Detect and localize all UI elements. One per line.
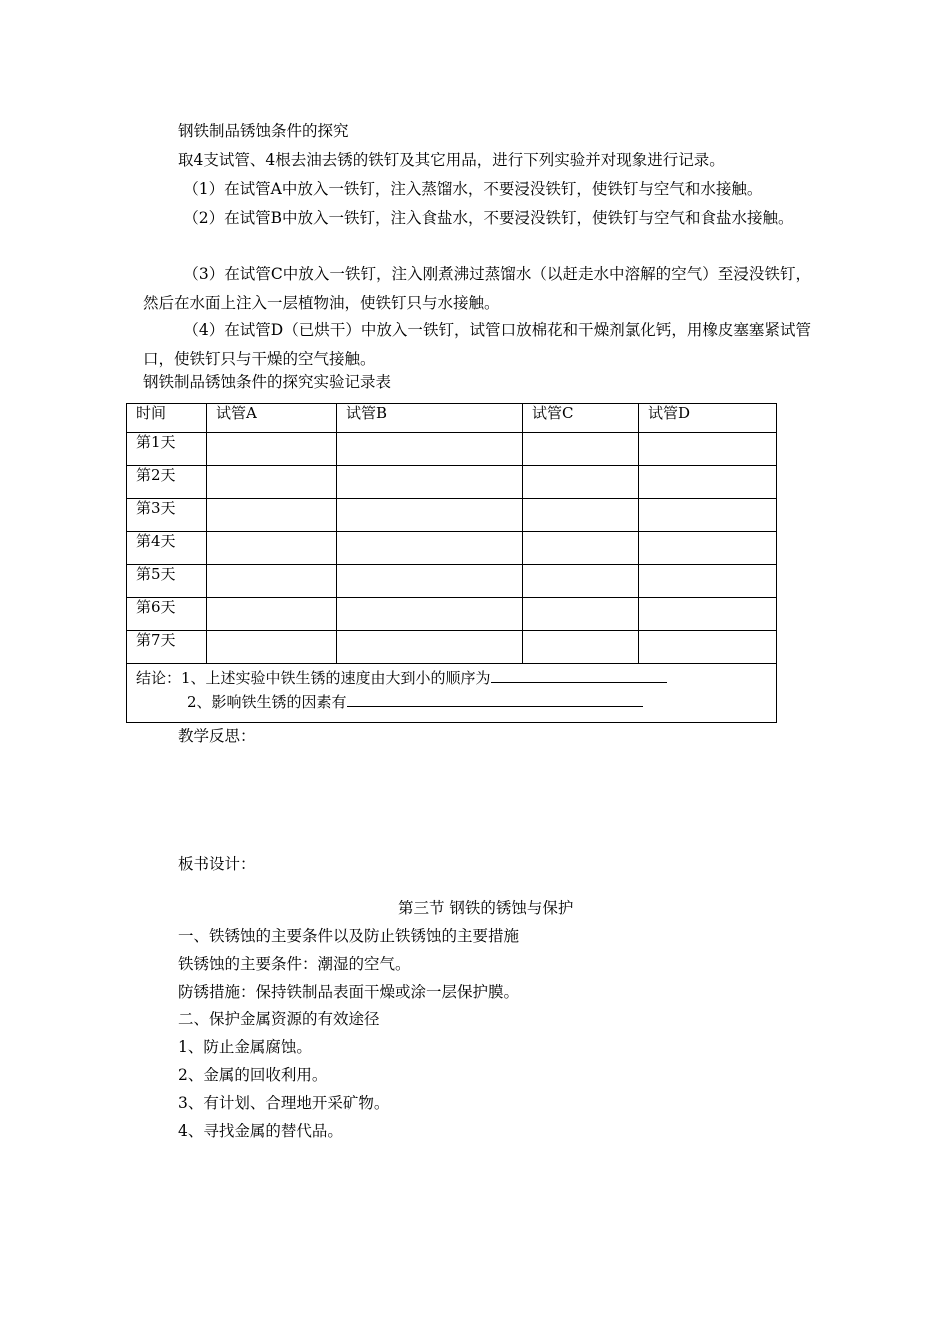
table-caption: 钢铁制品锈蚀条件的探究实验记录表 xyxy=(143,373,392,391)
conclusion-cell xyxy=(127,664,777,723)
row-label: 第2天 xyxy=(127,466,207,499)
cell-d xyxy=(639,631,777,664)
board-line: 二、保护金属资源的有效途径 xyxy=(178,1010,380,1028)
board-line: 一、铁锈蚀的主要条件以及防止铁锈蚀的主要措施 xyxy=(178,927,520,945)
board-line: 4、寻找金属的替代品。 xyxy=(178,1122,343,1140)
conclusion-2-text: 2、影响铁生锈的因素有 xyxy=(187,693,347,711)
conclusion-line-2 xyxy=(136,690,776,714)
cell-a xyxy=(207,433,337,466)
cell-b xyxy=(337,433,523,466)
cell-a xyxy=(207,466,337,499)
row-label: 第3天 xyxy=(127,499,207,532)
cell-d xyxy=(639,532,777,565)
board-line: 铁锈蚀的主要条件：潮湿的空气。 xyxy=(178,955,411,973)
cell-c xyxy=(523,598,639,631)
table-row xyxy=(127,631,777,664)
board-line: 2、金属的回收利用。 xyxy=(178,1066,328,1084)
header-time: 时间 xyxy=(127,404,207,433)
table-header-row xyxy=(127,404,777,433)
table-row xyxy=(127,598,777,631)
table-row xyxy=(127,565,777,598)
conclusion-1-text: 结论：1、上述实验中铁生锈的速度由大到小的顺序为 xyxy=(136,669,491,687)
answer-blank-2[interactable] xyxy=(347,690,643,707)
cell-d xyxy=(639,499,777,532)
row-label: 第1天 xyxy=(127,433,207,466)
board-line: 防锈措施：保持铁制品表面干燥或涂一层保护膜。 xyxy=(178,983,520,1001)
cell-d xyxy=(639,466,777,499)
cell-b xyxy=(337,565,523,598)
cell-b xyxy=(337,499,523,532)
row-label: 第4天 xyxy=(127,532,207,565)
step-2: （2）在试管B中放入一铁钉，注入食盐水，不要浸没铁钉，使铁钉与空气和食盐水接触。 xyxy=(183,209,794,227)
cell-d xyxy=(639,433,777,466)
cell-b xyxy=(337,532,523,565)
cell-c xyxy=(523,565,639,598)
table-row xyxy=(127,532,777,565)
conclusion-line-1 xyxy=(136,666,776,690)
cell-c xyxy=(523,466,639,499)
cell-d xyxy=(639,598,777,631)
board-line: 3、有计划、合理地开采矿物。 xyxy=(178,1094,390,1112)
cell-a xyxy=(207,532,337,565)
cell-b xyxy=(337,598,523,631)
board-design-label: 板书设计： xyxy=(178,855,256,873)
cell-c xyxy=(523,433,639,466)
cell-d xyxy=(639,565,777,598)
experiment-intro: 取4支试管、4根去油去锈的铁钉及其它用品，进行下列实验并对现象进行记录。 xyxy=(178,151,725,169)
cell-b xyxy=(337,631,523,664)
row-label: 第7天 xyxy=(127,631,207,664)
conclusion-row xyxy=(127,664,777,723)
answer-blank-1[interactable] xyxy=(491,666,667,683)
header-tube-b: 试管B xyxy=(337,404,523,433)
cell-a xyxy=(207,499,337,532)
cell-a xyxy=(207,598,337,631)
board-title: 第三节 钢铁的锈蚀与保护 xyxy=(398,899,574,917)
experiment-title: 钢铁制品锈蚀条件的探究 xyxy=(178,122,349,140)
header-tube-c: 试管C xyxy=(523,404,639,433)
record-table xyxy=(126,403,777,723)
row-label: 第6天 xyxy=(127,598,207,631)
teaching-reflection-label: 教学反思： xyxy=(178,727,256,745)
header-tube-a: 试管A xyxy=(207,404,337,433)
table-row xyxy=(127,433,777,466)
board-line: 1、防止金属腐蚀。 xyxy=(178,1038,312,1056)
cell-c xyxy=(523,499,639,532)
cell-c xyxy=(523,631,639,664)
table-row xyxy=(127,466,777,499)
cell-a xyxy=(207,631,337,664)
cell-b xyxy=(337,466,523,499)
table-row xyxy=(127,499,777,532)
cell-c xyxy=(523,532,639,565)
cell-a xyxy=(207,565,337,598)
step-1: （1）在试管A中放入一铁钉，注入蒸馏水，不要浸没铁钉，使铁钉与空气和水接触。 xyxy=(183,180,763,198)
step-4: （4）在试管D（已烘干）中放入一铁钉，试管口放棉花和干燥剂氯化钙，用橡皮塞塞紧试管口，使铁钉只与干燥的空气接触。 xyxy=(143,321,811,368)
header-tube-d: 试管D xyxy=(639,404,777,433)
row-label: 第5天 xyxy=(127,565,207,598)
step-3: （3）在试管C中放入一铁钉，注入刚煮沸过蒸馏水（以赶走水中溶解的空气）至浸没铁钉，然后在水面上注入一层植物油，使铁钉只与水接触。 xyxy=(143,265,811,312)
